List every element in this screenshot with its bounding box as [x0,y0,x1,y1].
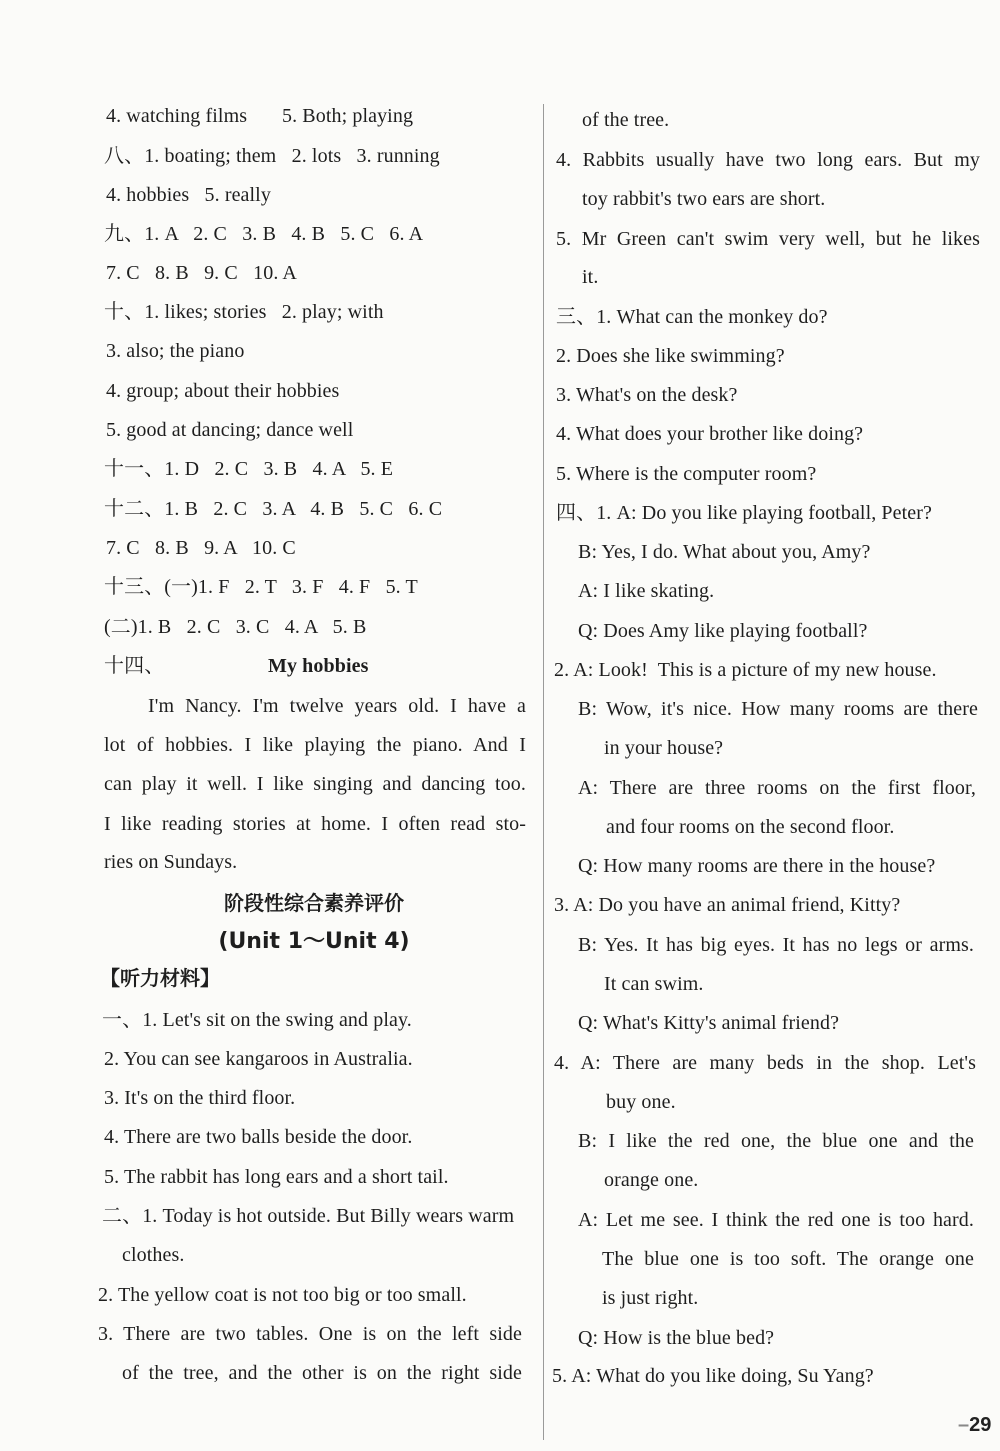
dialogue-line: B: Yes, I do. What about you, Amy? [578,541,871,563]
answer-line: (二)1. B 2. C 3. C 4. A 5. B [104,616,367,638]
dialogue-line: Q: How is the blue bed? [578,1327,775,1349]
dialogue-line: buy one. [606,1091,676,1113]
material-line: clothes. [122,1244,185,1266]
material-line: 3. There are two tables. One is on the left side [98,1323,522,1345]
material-line: 4. There are two balls beside the door. [104,1126,413,1148]
material-line: 4. Rabbits usually have two long ears. But my [556,149,980,171]
answer-line: 5. good at dancing; dance well [106,419,354,441]
material-line: it. [582,266,599,288]
answer-line: 九、1. A 2. C 3. B 4. B 5. C 6. A [104,223,424,245]
essay-line: I'm Nancy. I'm twelve years old. I have a [148,695,526,717]
material-line: 3. What's on the desk? [556,384,738,406]
section-subtitle: (Unit 1～Unit 4) [218,929,410,954]
dialogue-line: B: I like the red one, the blue one and the [578,1130,974,1152]
answer-line: 5. Both; playing [282,105,414,127]
material-line: 5. The rabbit has long ears and a short tail. [104,1166,449,1188]
answer-line: 十四、 [104,655,165,677]
dialogue-line: A: There are three rooms on the first floor, [578,777,976,799]
essay-line: ries on Sundays. [104,851,238,873]
material-line: 2. You can see kangaroos in Australia. [104,1048,413,1070]
material-line: 5. Mr Green can't swim very well, but he likes [556,228,980,250]
essay-line: lot of hobbies. I like playing the piano. And I [104,734,526,756]
answer-line: 十、1. likes; stories 2. play; with [104,301,384,323]
material-line: 三、1. What can the monkey do? [556,306,828,328]
essay-line: I like reading stories at home. I often read sto- [104,813,526,835]
dialogue-line: A: I like skating. [578,580,715,602]
answer-line: 4. hobbies 5. really [106,184,271,206]
column-divider [543,104,544,1440]
dialogue-line: It can swim. [604,973,704,995]
dialogue-line: 2. A: Look! This is a picture of my new house. [554,659,937,681]
answer-line: 十二、1. B 2. C 3. A 4. B 5. C 6. C [104,498,443,520]
page-number-value: 29 [969,1414,992,1436]
page-number [958,1414,991,1437]
dialogue-line: B: Yes. It has big eyes. It has no legs or arms. [578,934,974,956]
material-line: 一、1. Let's sit on the swing and play. [102,1009,412,1031]
dialogue-line: 4. A: There are many beds in the shop. Let's [554,1052,976,1074]
answer-line: 十三、(一)1. F 2. T 3. F 4. F 5. T [104,576,418,598]
essay-line: can play it well. I like singing and dancing too. [104,773,526,795]
answer-line: 4. watching films [106,105,248,127]
section-title: 阶段性综合素养评价 [224,891,404,915]
dialogue-line: Q: Does Amy like playing football? [578,620,868,642]
material-line: 2. Does she like swimming? [556,345,785,367]
dialogue-line: 5. A: What do you like doing, Su Yang? [552,1365,874,1387]
material-line: 5. Where is the computer room? [556,463,817,485]
dialogue-line: in your house? [604,737,724,759]
material-line: 4. What does your brother like doing? [556,423,864,445]
answer-line: 7. C 8. B 9. C 10. A [106,262,297,284]
essay-title: My hobbies [268,655,369,677]
material-line: of the tree, and the other is on the right side [122,1362,522,1384]
answer-line: 3. also; the piano [106,340,245,362]
material-line: 3. It's on the third floor. [104,1087,296,1109]
material-line: toy rabbit's two ears are short. [582,188,826,210]
answer-line: 4. group; about their hobbies [106,380,340,402]
dialogue-line: Q: How many rooms are there in the house? [578,855,936,877]
dialogue-line: 3. A: Do you have an animal friend, Kitty? [554,894,901,916]
dialogue-line: orange one. [604,1169,699,1191]
page-number-dash: – [958,1414,970,1436]
dialogue-line: The blue one is too soft. The orange one [602,1248,974,1270]
material-line: of the tree. [582,109,670,131]
dialogue-line: 四、1. A: Do you like playing football, Peter? [556,502,933,524]
dialogue-line: is just right. [602,1287,699,1309]
answer-line: 十一、1. D 2. C 3. B 4. A 5. E [104,458,394,480]
listening-heading: 【听力材料】 [100,966,220,990]
answer-line: 7. C 8. B 9. A 10. C [106,537,296,559]
dialogue-line: and four rooms on the second floor. [606,816,895,838]
dialogue-line: B: Wow, it's nice. How many rooms are there [578,698,978,720]
material-line: 二、1. Today is hot outside. But Billy wears warm [102,1205,515,1227]
answer-line: 八、1. boating; them 2. lots 3. running [104,145,440,167]
dialogue-line: Q: What's Kitty's animal friend? [578,1012,840,1034]
material-line: 2. The yellow coat is not too big or too small. [98,1284,467,1306]
dialogue-line: A: Let me see. I think the red one is too hard. [578,1209,974,1231]
